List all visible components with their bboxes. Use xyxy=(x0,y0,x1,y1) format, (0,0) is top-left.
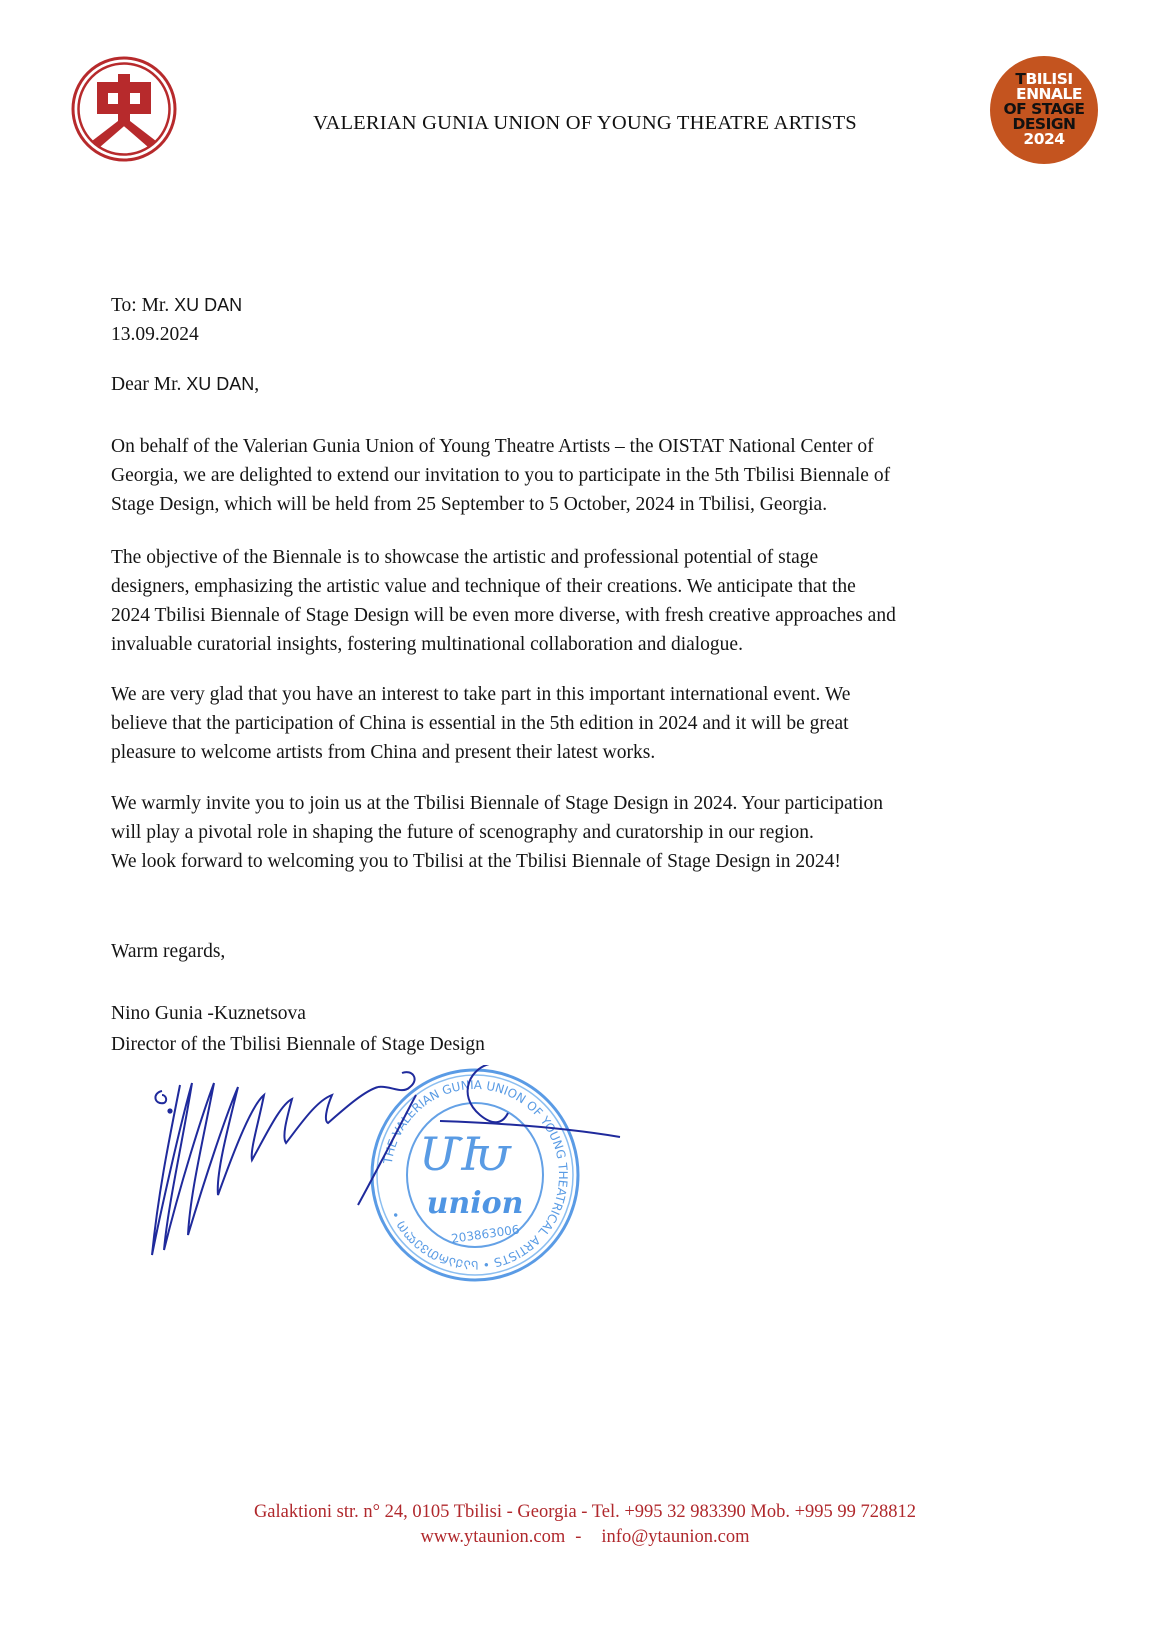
salutation-name: XU DAN xyxy=(186,374,255,394)
paragraph-line: On behalf of the Valerian Gunia Union of Young Theatre Artists – the OISTAT National Center of xyxy=(111,436,874,457)
badge-text-highlight: LISI xyxy=(1042,70,1073,88)
paragraph-line: We are very glad that you have an interest to take part in this important international event. We xyxy=(111,684,851,705)
badge-text: T xyxy=(1015,70,1026,88)
badge-text-highlight: ENNALE xyxy=(1016,85,1082,103)
paragraph-line: We warmly invite you to join us at the Tbilisi Biennale of Stage Design in 2024. Your participation xyxy=(111,793,884,814)
recipient-name: XU DAN xyxy=(174,295,243,315)
paragraph-participation xyxy=(111,680,1061,767)
signature-area xyxy=(140,1065,660,1295)
official-stamp-icon xyxy=(140,1065,660,1295)
paragraph-closing-invite xyxy=(111,789,1061,876)
svg-text:union: union xyxy=(426,1186,524,1221)
paragraph-line: We look forward to welcoming you to Tbilisi at the Tbilisi Biennale of Stage Design in 2024! xyxy=(111,851,841,872)
badge-line-5 xyxy=(990,132,1098,147)
svg-text:ՄԽ: ՄԽ xyxy=(419,1127,511,1181)
paragraph-line: 2024 Tbilisi Biennale of Stage Design will be even more diverse, with fresh creative approaches and xyxy=(111,605,896,626)
badge-text-highlight: 2024 xyxy=(1023,130,1065,148)
recipient-line xyxy=(111,291,1061,320)
svg-text:203863006: 203863006 xyxy=(450,1222,521,1246)
letter-date: 13.09.2024 xyxy=(111,324,199,345)
signatory-name: Nino Gunia -Kuznetsova xyxy=(111,1003,306,1024)
paragraph-line: designers, emphasizing the artistic value and technique of their creations. We anticipate that the xyxy=(111,576,856,597)
paragraph-line: Georgia, we are delighted to extend our invitation to you to participate in the 5th Tbilisi Biennale of xyxy=(111,465,891,486)
salutation-suffix: , xyxy=(254,374,260,395)
paragraph-invitation xyxy=(111,432,1061,519)
footer-email-link[interactable]: info@ytaunion.com xyxy=(601,1527,750,1547)
footer-separator: - xyxy=(575,1527,582,1547)
footer-address: Galaktioni str. n° 24, 0105 Tbilisi - Georgia - Tel. +995 32 983390 Mob. +995 99 728812 xyxy=(253,1502,917,1522)
closing-phrase: Warm regards, xyxy=(111,941,226,962)
ytu-union-emblem-icon xyxy=(70,55,178,163)
footer-contacts xyxy=(0,1525,1170,1550)
paragraph-line: Stage Design, which will be held from 25 September to 5 October, 2024 in Tbilisi, Georgia. xyxy=(111,494,828,515)
organization-title: VALERIAN GUNIA UNION OF YOUNG THEATRE ARTISTS xyxy=(313,112,857,134)
badge-text: DESIGN xyxy=(1012,115,1076,133)
salutation-prefix: Dear Mr. xyxy=(111,374,187,395)
paragraph-line: The objective of the Biennale is to showcase the artistic and professional potential of stage xyxy=(111,547,819,568)
svg-text:THE VALERIAN GUNIA UNION OF YO: THE VALERIAN GUNIA UNION OF YOUNG THEATRICAL ARTISTS • ᲡᲐᲥᲐᲠᲗᲕᲔᲚᲝ • xyxy=(380,1077,571,1273)
recipient-prefix: To: Mr. xyxy=(111,295,175,316)
letterhead-footer xyxy=(0,1500,1170,1550)
badge-text: OF STAGE xyxy=(1003,100,1085,118)
paragraph-line: will play a pivotal role in shaping the future of scenography and curatorship in our region. xyxy=(111,822,814,843)
paragraph-objective xyxy=(111,543,1061,659)
badge-text-highlight: BI xyxy=(1025,70,1043,88)
salutation xyxy=(111,370,1061,399)
paragraph-line: believe that the participation of China is essential in the 5th edition in 2024 and it will be great xyxy=(111,713,849,734)
tbilisi-biennale-badge-icon xyxy=(990,56,1098,164)
signatory-title: Director of the Tbilisi Biennale of Stage Design xyxy=(111,1034,485,1055)
paragraph-line: pleasure to welcome artists from China and present their latest works. xyxy=(111,742,656,763)
paragraph-line: invaluable curatorial insights, fostering multinational collaboration and dialogue. xyxy=(111,634,743,655)
footer-website-link[interactable]: www.ytaunion.com xyxy=(420,1527,566,1547)
